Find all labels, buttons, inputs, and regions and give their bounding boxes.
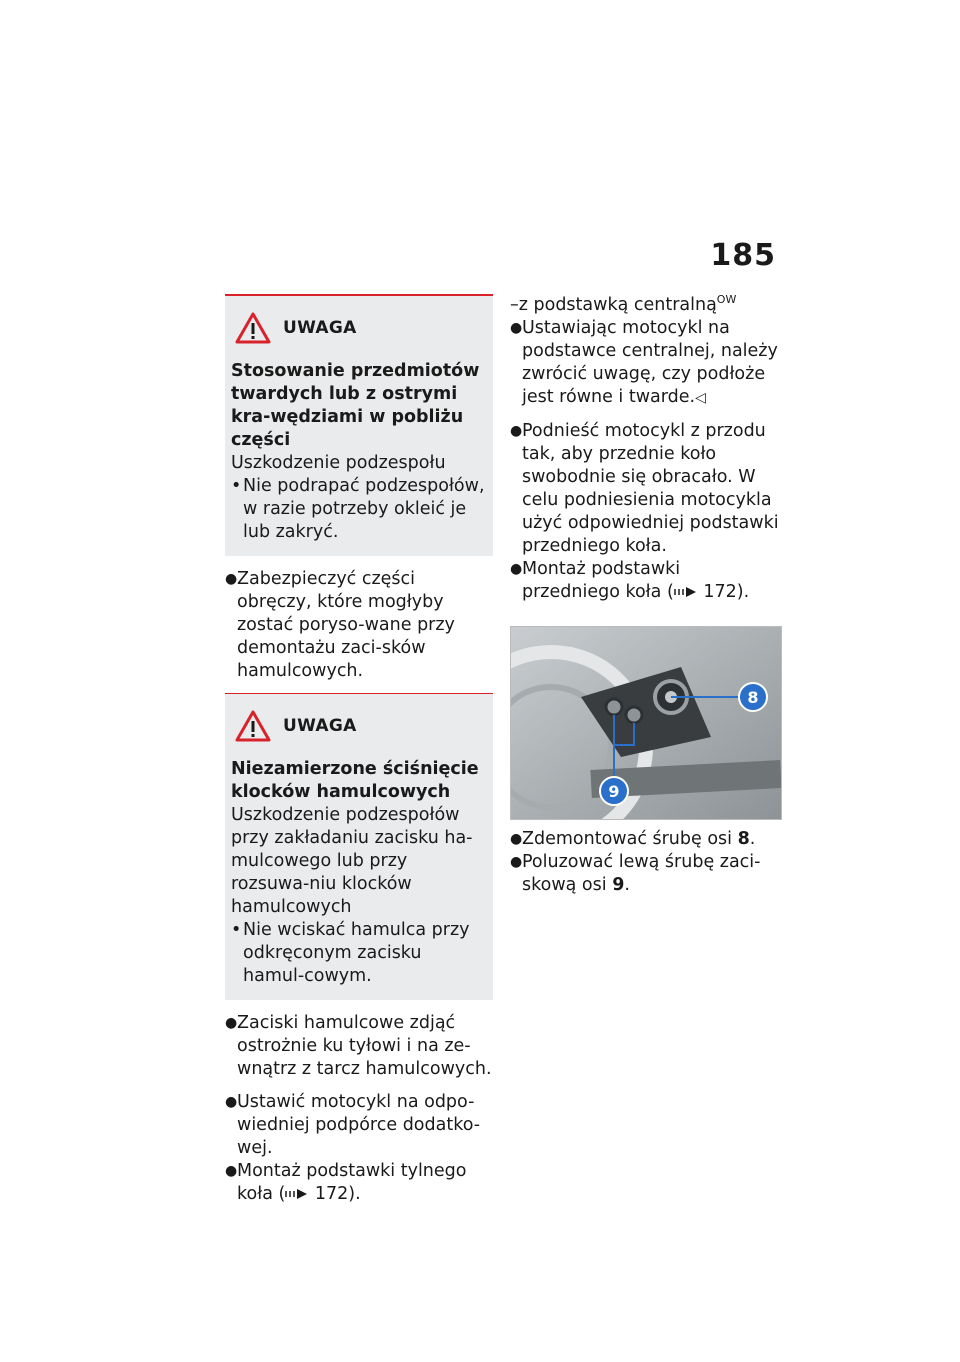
step-text: Poluzować lewą śrubę zaci-skową osi (522, 852, 761, 895)
bullet-dot: • (231, 476, 242, 496)
warning-header (231, 312, 485, 344)
page-number: 185 (710, 238, 776, 273)
step-bullet-icon: ● (225, 1015, 238, 1031)
step-text: Montaż podstawki tylnego koła ( (237, 1161, 467, 1204)
right-column (510, 294, 782, 897)
page-reference[interactable]: 172). (314, 1184, 361, 1204)
step-item (510, 558, 782, 604)
left-column (225, 294, 493, 1206)
variant-superscript: OW (716, 293, 737, 307)
step-bullet-icon: ● (510, 854, 523, 870)
warning-headline: Stosowanie przedmiotów twardych lub z ostrymi kra-wędziami w pobliżu części (231, 361, 480, 450)
page-reference[interactable]: 172). (703, 582, 750, 602)
warning-headline: Niezamierzone ściśnięcie klocków hamulcowych (231, 759, 479, 802)
step-bullet-icon: ● (510, 831, 523, 847)
step-item (225, 1091, 493, 1160)
warning-triangle-icon (235, 710, 271, 742)
step-text: Zdemontować śrubę osi (522, 829, 738, 849)
step-text: Ustawić motocykl na odpo-wiedniej podpórce dodatko-wej. (237, 1092, 481, 1158)
step-text: Podnieść motocykl z przodu tak, aby przednie koło swobodnie się obracało. W celu podniesienia motocykla użyć odpowiedniej podstawki przedniego koła. (522, 421, 779, 556)
step-text: Montaż podstawki przedniego koła ( (522, 559, 681, 602)
bullet-dot: • (231, 920, 242, 940)
warning-header (231, 710, 485, 742)
end-mark-icon: ◁ (695, 390, 706, 406)
step-bullet-icon: ● (510, 561, 523, 577)
step-text: Zaciski hamulcowe zdjąć ostrożnie ku tyłowi i na ze-wnątrz z tarcz hamulcowych. (237, 1013, 492, 1079)
step-item (225, 1160, 493, 1206)
step-bullet-icon: ● (225, 1163, 238, 1179)
callout-9: 9 (608, 782, 620, 801)
step-bullet-icon: ● (225, 571, 238, 587)
step-bold-ref: 9 (612, 875, 625, 895)
step-item (225, 568, 493, 683)
page-reference-arrow-icon[interactable] (285, 1188, 309, 1200)
variant-heading (510, 294, 782, 317)
axle-photo (510, 626, 782, 820)
warning-action-text: Nie podrapać podzespołów, w razie potrzeby okleić je lub zakryć. (243, 476, 485, 542)
variant-text: –z podstawką centralną (510, 295, 717, 315)
warning-action-text: Nie wciskać hamulca przy odkręconym zacisku hamul-cowym. (243, 920, 470, 986)
step-text: Zabezpieczyć części obręczy, które mogłyby zostać poryso-wane przy demontażu zaci-sków hamulcowych. (237, 569, 455, 681)
step-bullet-icon: ● (510, 320, 523, 336)
warning-triangle-icon (235, 312, 271, 344)
step-item (510, 828, 782, 851)
warning-action (231, 475, 485, 544)
warning-action (231, 919, 485, 988)
warning-title: UWAGA (283, 317, 357, 338)
step-item (510, 317, 782, 410)
warning-consequence: Uszkodzenie podzespołu (231, 453, 446, 473)
step-bullet-icon: ● (225, 1094, 238, 1110)
step-bold-ref: 8 (737, 829, 750, 849)
step-end: . (624, 875, 630, 895)
step-text: Ustawiając motocykl na podstawce centralnej, należy zwrócić uwagę, czy podłoże jest równe i twarde. (522, 318, 778, 407)
step-item (225, 1012, 493, 1081)
step-item (510, 420, 782, 558)
warning-box-2 (225, 694, 493, 1000)
warning-title: UWAGA (283, 715, 357, 736)
warning-box-1 (225, 294, 493, 556)
step-end: . (749, 829, 756, 849)
page-reference-arrow-icon[interactable] (674, 586, 698, 598)
step-bullet-icon: ● (510, 423, 523, 439)
warning-consequence: Uszkodzenie podzespołów przy zakładaniu zacisku ha-mulcowego lub przy rozsuwa-niu klocków hamulcowych (231, 805, 473, 917)
callout-8: 8 (747, 688, 759, 707)
step-item (510, 851, 782, 897)
